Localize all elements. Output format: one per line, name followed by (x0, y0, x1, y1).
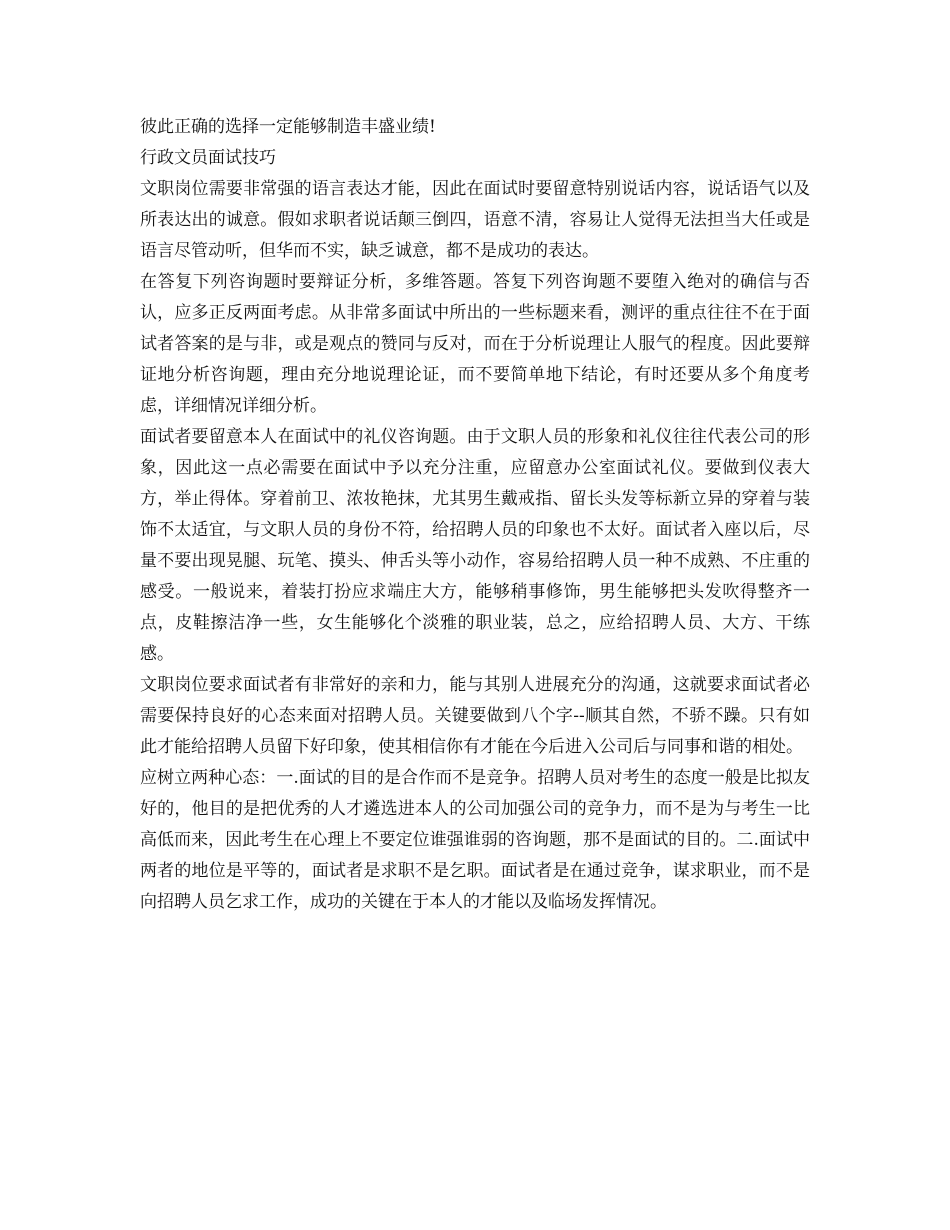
paragraph-interview-etiquette: 面试者要留意本人在面试中的礼仪咨询题。由于文职人员的形象和礼仪往往代表公司的形象，因此这一点必需要在面试中予以充分注重，应留意办公室面试礼仪。要做到仪表大方，举止得体。穿着前卫、浓妆艳抹，尤其男生戴戒指、留长头发等标新立异的穿着与装饰不太适宜，与文职人员的身份不符，给招聘人员的印象也不太好。面试者入座以后，尽量不要出现晃腿、玩笔、摸头、伸舌头等小动作，容易给招聘人员一种不成熟、不庄重的感受。一般说来，着装打扮应求端庄大方，能够稍事修饰，男生能够把头发吹得整齐一点，皮鞋擦洁净一些，女生能够化个淡雅的职业装，总之，应给招聘人员、大方、干练感。 (140, 427, 810, 664)
paragraph-dialectical-analysis: 在答复下列咨询题时要辩证分析，多维答题。答复下列咨询题不要堕入绝对的确信与否认，应多正反两面考虑。从非常多面试中所出的一些标题来看，测评的重点往往不在于面试者答案的是与非，或是观点的赞同与反对，而在于分析说理让人服气的程度。因此要辩证地分析咨询题，理由充分地说理论证，而不要简单地下结论，有时还要从多个角度考虑，详细情况详细分析。 (140, 272, 810, 416)
paragraph-two-mindsets: 应树立两种心态：一.面试的目的是合作而不是竞争。招聘人员对考生的态度一般是比拟友好的，他目的是把优秀的人才遴选进本人的公司加强公司的竞争力，而不是为与考生一比高低而来，因此考生在心理上不要定位谁强谁弱的咨询题，那不是面试的目的。二.面试中两者的地位是平等的，面试者是求职不是乞职。面试者是在通过竞争，谋求职业，而不是向招聘人员乞求工作，成功的关键在于本人的才能以及临场发挥情况。 (140, 768, 810, 912)
intro-line: 彼此正确的选择一定能够制造丰盛业绩! (140, 117, 436, 137)
section-title: 行政文员面试技巧 (140, 148, 276, 168)
document-body (140, 112, 810, 918)
paragraph-language-expression: 文职岗位需要非常强的语言表达才能，因此在面试时要留意特别说话内容，说话语气以及所表达出的诚意。假如求职者说话颠三倒四，语意不清，容易让人觉得无法担当大任或是语言尽管动听，但华而不实，缺乏诚意，都不是成功的表达。 (140, 179, 810, 261)
paragraph-affinity-attitude: 文职岗位要求面试者有非常好的亲和力，能与其别人进展充分的沟通，这就要求面试者必需要保持良好的心态来面对招聘人员。关键要做到八个字--顺其自然，不骄不躁。只有如此才能给招聘人员留下好印象，使其相信你有才能在今后进入公司后与同事和谐的相处。 (140, 675, 810, 757)
